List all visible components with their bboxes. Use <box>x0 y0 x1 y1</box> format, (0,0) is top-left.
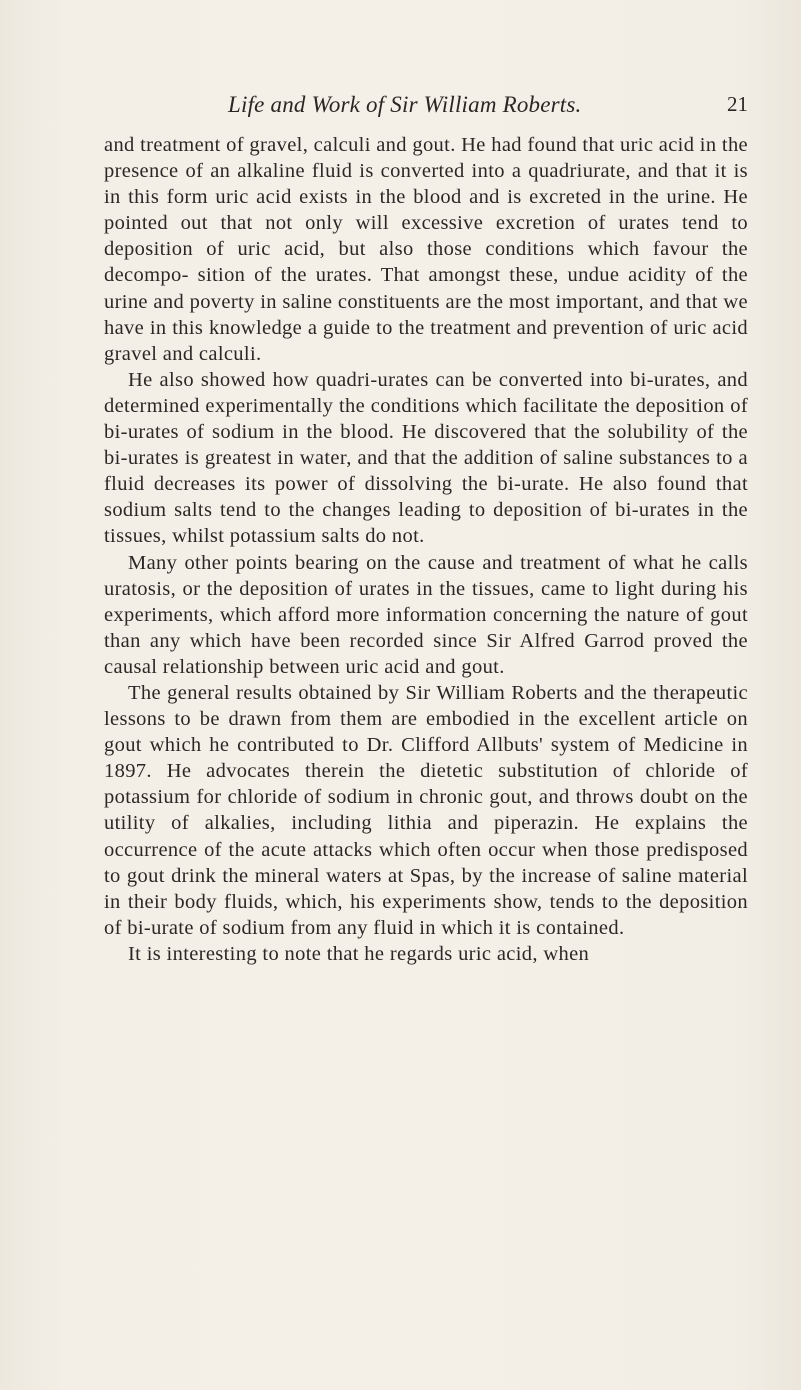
body-text <box>104 132 748 967</box>
paragraph: He also showed how quadri-urates can be converted into bi-urates, and determined experimentally the conditions which facilitate the deposition of bi-urates of sodium in the blood. He discovered that the solubility of the bi-urates is greatest in water, and that the addition of saline substances to a fluid decreases its power of dissolving the bi-urate. He also found that sodium salts tend to the changes leading to deposition of bi-urates in the tissues, whilst potassium salts do not. <box>104 368 748 548</box>
running-head <box>228 92 748 122</box>
paragraph: The general results obtained by Sir William Roberts and the therapeutic lessons to be drawn from them are embodied in the excellent article on gout which he contributed to Dr. Clifford Allbuts' system of Medicine in 1897. He advocates therein the dietetic substitution of chloride of potassium for chloride of sodium in chronic gout, and throws doubt on the utility of alkalies, including lithia and piperazin. He explains the occurrence of the acute attacks which often occur when those predisposed to gout drink the mineral waters at Spas, by the increase of saline material in their body fluids, which, his experiments show, tends to the deposition of bi-urate of sodium from any fluid in which it is contained. <box>104 681 748 939</box>
paragraph: It is interesting to note that he regards uric acid, when <box>128 942 590 965</box>
page-number: 21 <box>727 92 748 116</box>
running-title: Life and Work of Sir William Roberts. <box>228 92 582 117</box>
paragraph: Many other points bearing on the cause and treatment of what he calls uratosis, or the deposition of urates in the tissues, came to light during his experiments, which afford more information concerning the nature of gout than any which have been recorded since Sir Alfred Garrod proved the causal relationship between uric acid and gout. <box>104 551 748 678</box>
paragraph: and treatment of gravel, calculi and gout. He had found that uric acid in the presence of an alkaline fluid is converted into a quadriurate, and that it is in this form uric acid exists in the blood and is excreted in the urine. He pointed out that not only will excessive excretion of urates tend to deposition of uric acid, but also those conditions which favour the decompo- sition of the urates. That amongst these, undue acidity of the urine and poverty in saline constituents are the most important, and that we have in this knowledge a guide to the treatment and prevention of uric acid gravel and calculi. <box>104 134 749 365</box>
